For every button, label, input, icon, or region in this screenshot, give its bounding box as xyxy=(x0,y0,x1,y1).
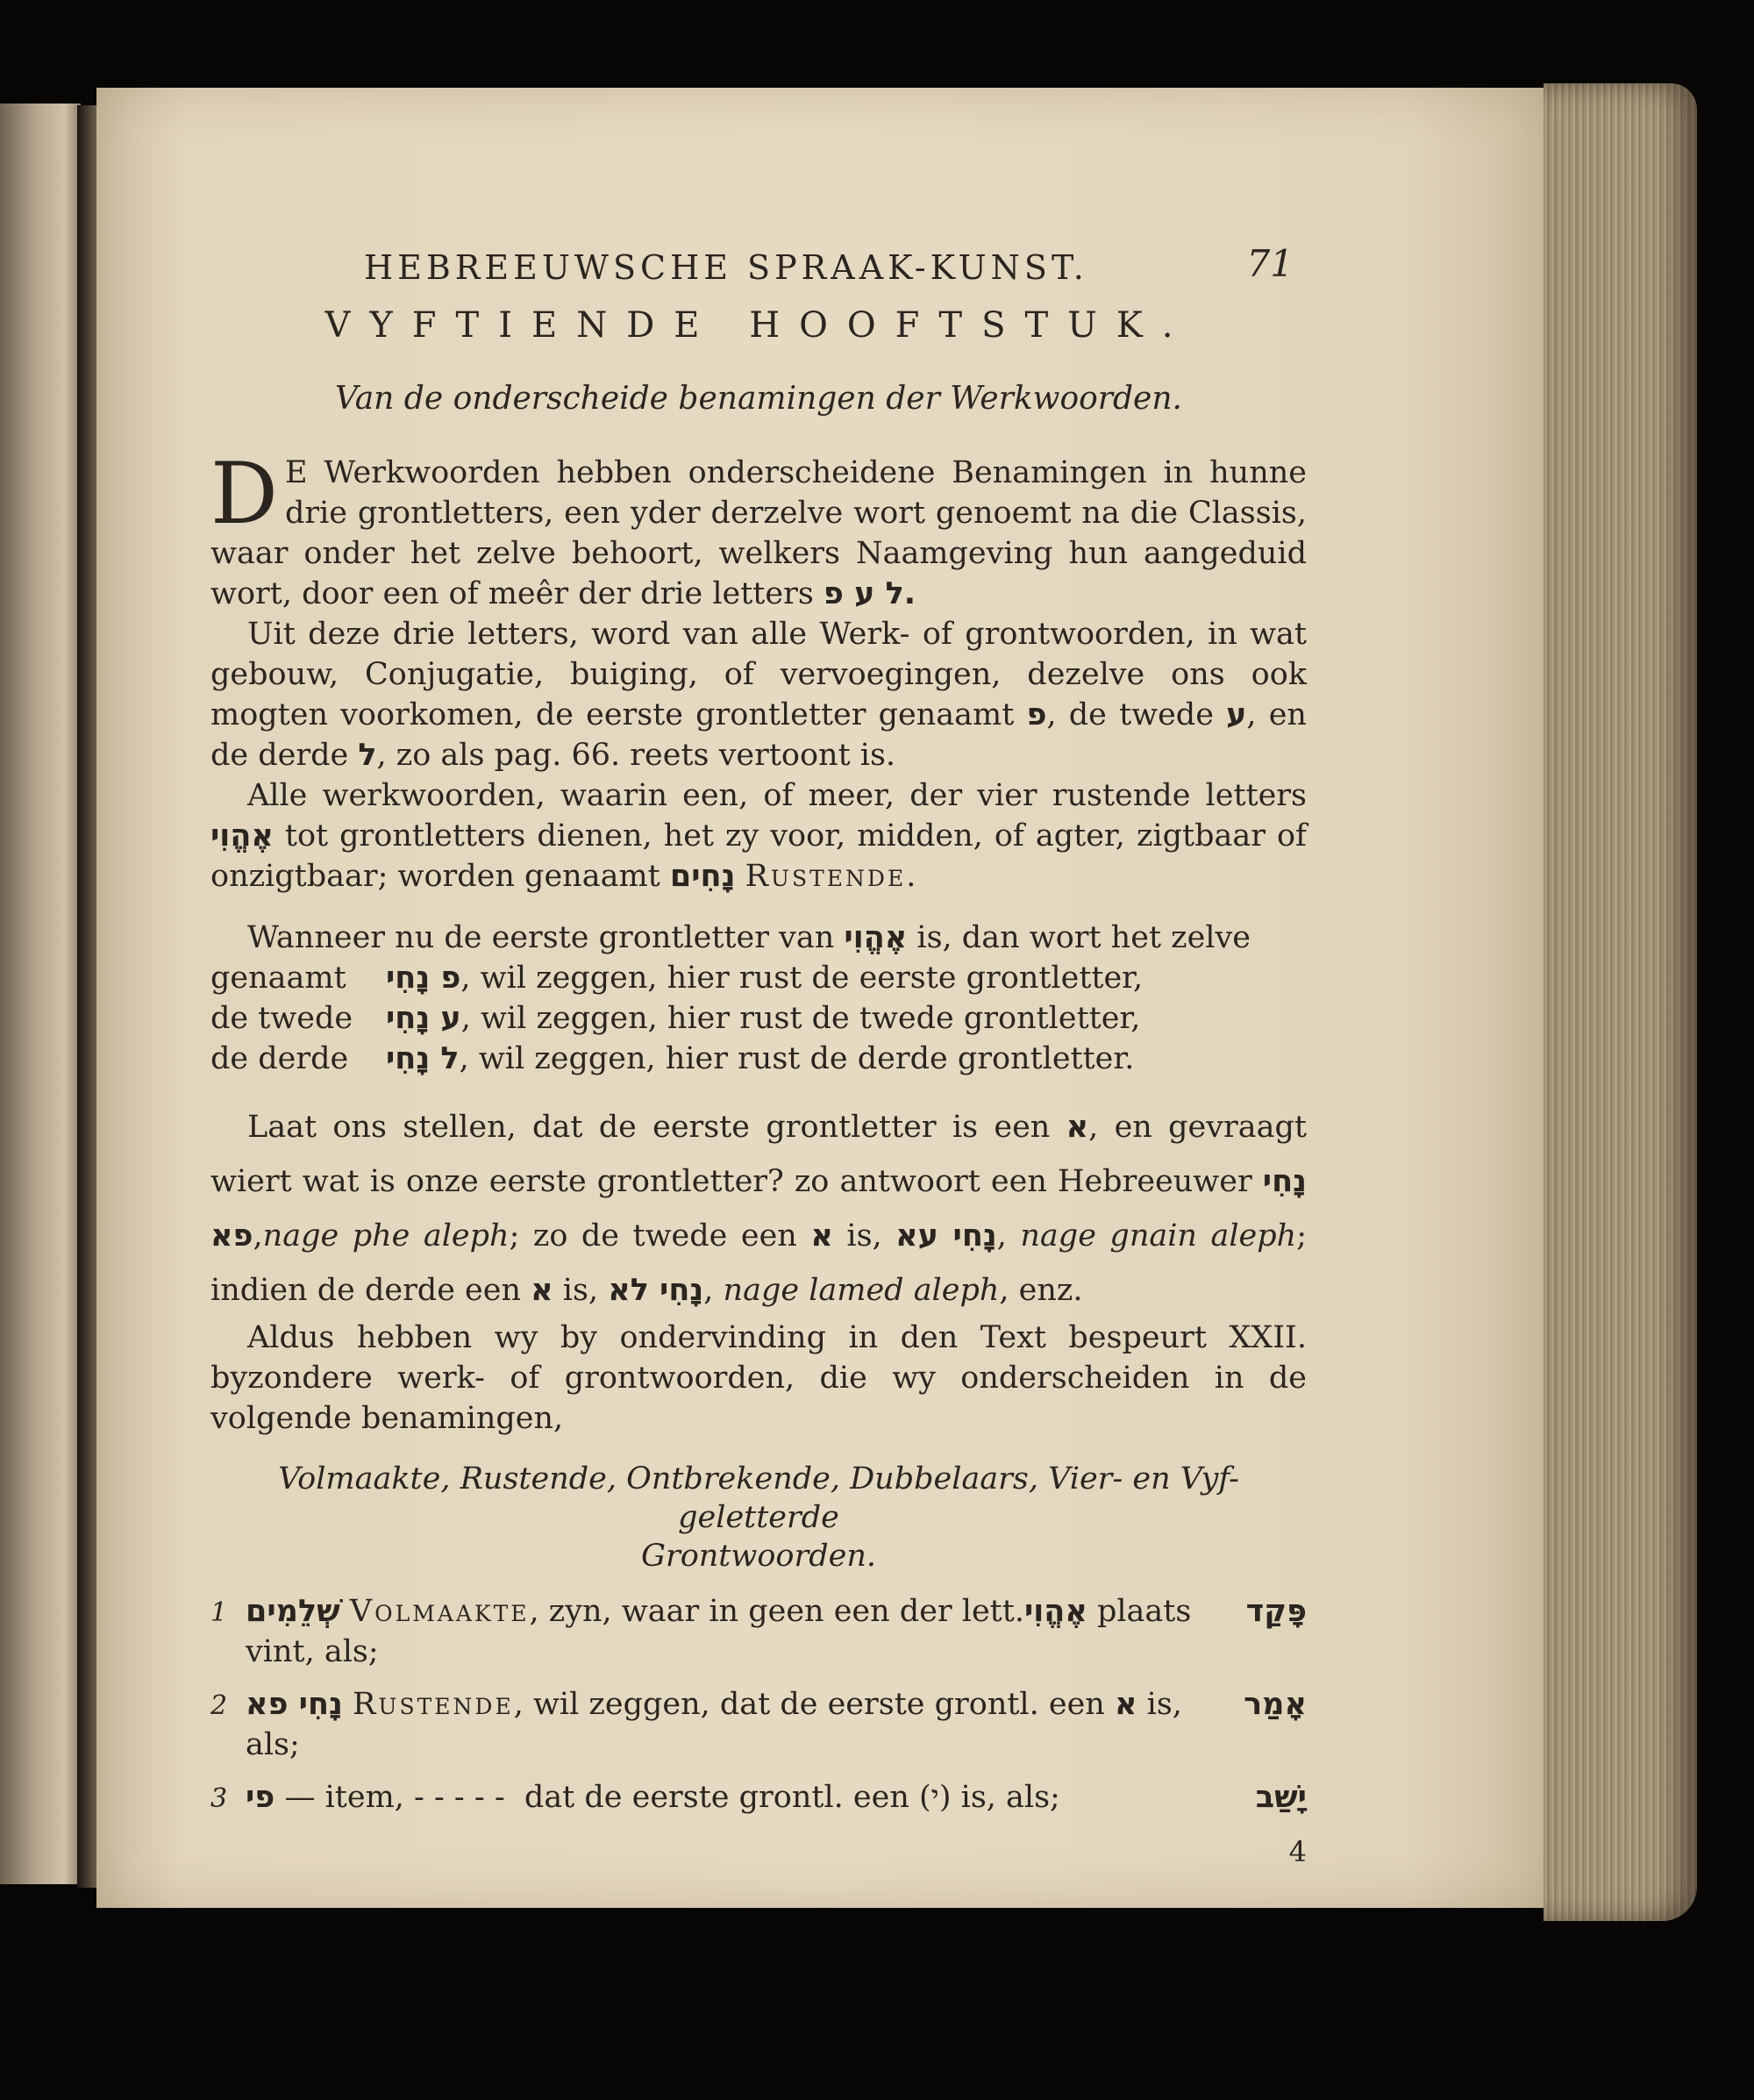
hebrew-nage-lamed-aleph: נָחִי לא xyxy=(608,1273,704,1308)
paragraph-6: Aldus hebben wy by ondervinding in den Text bespeurt XXII. byzondere werk- of grontwoorden, die wy onderscheiden in de volgende benamingen, xyxy=(210,1320,1307,1436)
list-text: , zyn, waar in geen een der lett. xyxy=(529,1594,1024,1629)
italic-nage-gnain-aleph: nage gnain aleph xyxy=(1020,1218,1297,1254)
rest-row-first xyxy=(210,958,1307,998)
hebrew-ayin: ע xyxy=(1226,697,1247,732)
paragraph-2-text-1: Uit deze drie letters, word van alle Werk- of grontwoorden, in wat gebouw, Conjugatie, buiging, of vervoegingen, dezelve ons ook mogten voorkomen, de eerste grontletter genaamt xyxy=(210,617,1307,732)
classes-heading-line-2: Grontwoorden. xyxy=(641,1539,876,1574)
left-page-edge xyxy=(0,104,81,1884)
hebrew-pe: פ xyxy=(1026,697,1047,732)
italic-nage-phe-aleph: nage phe aleph xyxy=(262,1218,510,1254)
paragraph-5-text-5: ; indien de derde een xyxy=(210,1218,1307,1308)
classes-heading xyxy=(210,1460,1307,1575)
hebrew-ehevi: אֶהֱוִי xyxy=(210,818,274,854)
paragraph-5-text-3: ; zo de twede een xyxy=(509,1218,797,1254)
page-edges xyxy=(1544,83,1697,1921)
list-example: פָּקַד xyxy=(1245,1594,1307,1629)
chapter-title: VYFTIENDE HOOFTSTUK. xyxy=(324,305,1193,346)
list-example: יָשַׁב xyxy=(1255,1780,1307,1815)
hebrew-ehevi-2: אֶהֱוִי xyxy=(844,920,908,955)
row-label: genaamt xyxy=(210,961,346,996)
paragraph-2 xyxy=(210,614,1307,775)
hebrew-letters: ל ע פ. xyxy=(823,576,916,611)
paragraph-1 xyxy=(210,445,1307,614)
list-body xyxy=(246,1777,1228,1818)
paragraph-5-text-2: , en gevraagt wiert wat is onze eerste grontletter? zo antwoort een Hebreeuwer xyxy=(210,1110,1307,1199)
list-body xyxy=(246,1591,1228,1672)
hebrew-aleph: א xyxy=(1066,1110,1089,1145)
list-example: אָמַר xyxy=(1244,1687,1307,1722)
chapter-subtitle: Van de onderscheide benamingen der Werkwoorden. xyxy=(335,381,1182,417)
drop-cap: D xyxy=(210,445,278,543)
list-number: 3 xyxy=(210,1783,228,1814)
list-hebrew: שְׁלֵמִים xyxy=(246,1594,340,1629)
list-name: Rustende xyxy=(353,1687,514,1722)
list-name: — item, xyxy=(284,1780,404,1815)
hebrew-nage-ayin-aleph: נָחִי עא xyxy=(895,1218,997,1254)
list-hebrew-2: א xyxy=(1115,1687,1137,1722)
catchword: 4 xyxy=(1288,1835,1307,1868)
row-label: de twede xyxy=(210,1001,353,1036)
paragraph-5-text-4: is, xyxy=(846,1218,882,1254)
rustende-term: Rustende. xyxy=(745,859,919,894)
running-head xyxy=(210,237,1307,289)
list-item xyxy=(210,1777,1307,1819)
paragraph-3-text-2: tot grontletters dienen, het zy voor, midden, of agter, zigtbaar of onzigtbaar; worden genaamt xyxy=(210,818,1307,894)
list-item xyxy=(210,1684,1307,1765)
paragraph-2-text-3: , en de derde xyxy=(210,697,1307,773)
paragraph-4-text-1: Wanneer nu de eerste grontletter van xyxy=(247,920,835,955)
hebrew-nage-pe-aleph: נָחִי פא xyxy=(210,1164,1307,1254)
list-hebrew: נָחִי פא xyxy=(246,1687,343,1722)
row-text: , wil zeggen, hier rust de eerste grontletter, xyxy=(460,961,1144,996)
running-title: HEBREEUWSCHE SPRAAK-KUNST. xyxy=(364,248,1088,287)
paragraph-5-text-6: is, xyxy=(562,1273,599,1308)
paragraph-5-text-7: , enz. xyxy=(999,1273,1083,1308)
list-item xyxy=(210,1591,1307,1672)
row-text: , wil zeggen, hier rust de twede grontletter, xyxy=(460,1001,1141,1036)
italic-nage-lamed-aleph: nage lamed aleph xyxy=(723,1273,1000,1308)
hebrew-aleph-2: א xyxy=(810,1218,833,1254)
rest-row-third xyxy=(210,1039,1307,1079)
paragraph-1-text: E Werkwoorden hebben onderscheidene Benamingen in hunne drie grontletters, een yder derzelve wort genoemt na die Classis, waar onder het zelve behoort, welkers Naamgeving hun aangeduid wort, door een of meêr der drie letters xyxy=(210,455,1307,611)
list-body xyxy=(246,1684,1228,1765)
paragraph-5-text-1: Laat ons stellen, dat de eerste grontletter is een xyxy=(247,1110,1051,1145)
paragraph-4 xyxy=(210,918,1307,958)
hebrew-nachim: נָחִים xyxy=(669,859,736,894)
paragraph-5: Laat ons stellen, dat de eerste grontletter is een א, en gevraagt wiert wat is onze eerste grontletter? zo antwoort een Hebreeuwer נָחִי פא,nage phe aleph; zo de twede een א is, נָחִי עא, nage gnain aleph; indien de derde een א is, נָחִי לא, nage lamed aleph, enz. xyxy=(210,1110,1307,1308)
list-hebrew-2: אֶהֱוִי xyxy=(1023,1594,1087,1629)
paragraph-4-text-2: is, dan wort het zelve xyxy=(916,920,1251,955)
list-text: - - - - - dat de eerste grontl. een (י) is, als; xyxy=(414,1780,1060,1815)
page-number: 71 xyxy=(1246,242,1294,285)
hebrew-lamed: ל xyxy=(358,738,377,773)
paragraph-2-text-2: , de twede xyxy=(1046,697,1214,732)
page-content xyxy=(210,237,1307,1872)
list-number: 1 xyxy=(210,1597,228,1628)
row-hebrew: ל נָחִי xyxy=(386,1041,460,1076)
row-text: , wil zeggen, hier rust de derde grontletter. xyxy=(459,1041,1135,1076)
list-text-2: plaats vint, als; xyxy=(246,1594,1192,1669)
list-text-2: is, als; xyxy=(246,1687,1182,1762)
row-label: de derde xyxy=(210,1041,349,1076)
row-hebrew: פ נָחִי xyxy=(386,961,461,996)
classes-heading-line-1: Volmaakte, Rustende, Ontbrekende, Dubbelaars, Vier- en Vyf-geletterde xyxy=(278,1461,1239,1535)
row-hebrew: ע נָחִי xyxy=(386,1001,461,1036)
list-name: Volmaakte xyxy=(349,1594,530,1629)
paragraph-2-text-4: , zo als pag. 66. reets vertoont is. xyxy=(376,738,896,773)
rest-row-second xyxy=(210,998,1307,1039)
list-text: , wil zeggen, dat de eerste grontl. een xyxy=(513,1687,1105,1722)
paragraph-3-text-1: Alle werkwoorden, waarin een, of meer, der vier rustende letters xyxy=(247,778,1307,813)
list-hebrew: פי xyxy=(246,1780,275,1815)
hebrew-aleph-3: א xyxy=(531,1273,553,1308)
list-number: 2 xyxy=(210,1690,228,1721)
paragraph-3 xyxy=(210,775,1307,896)
